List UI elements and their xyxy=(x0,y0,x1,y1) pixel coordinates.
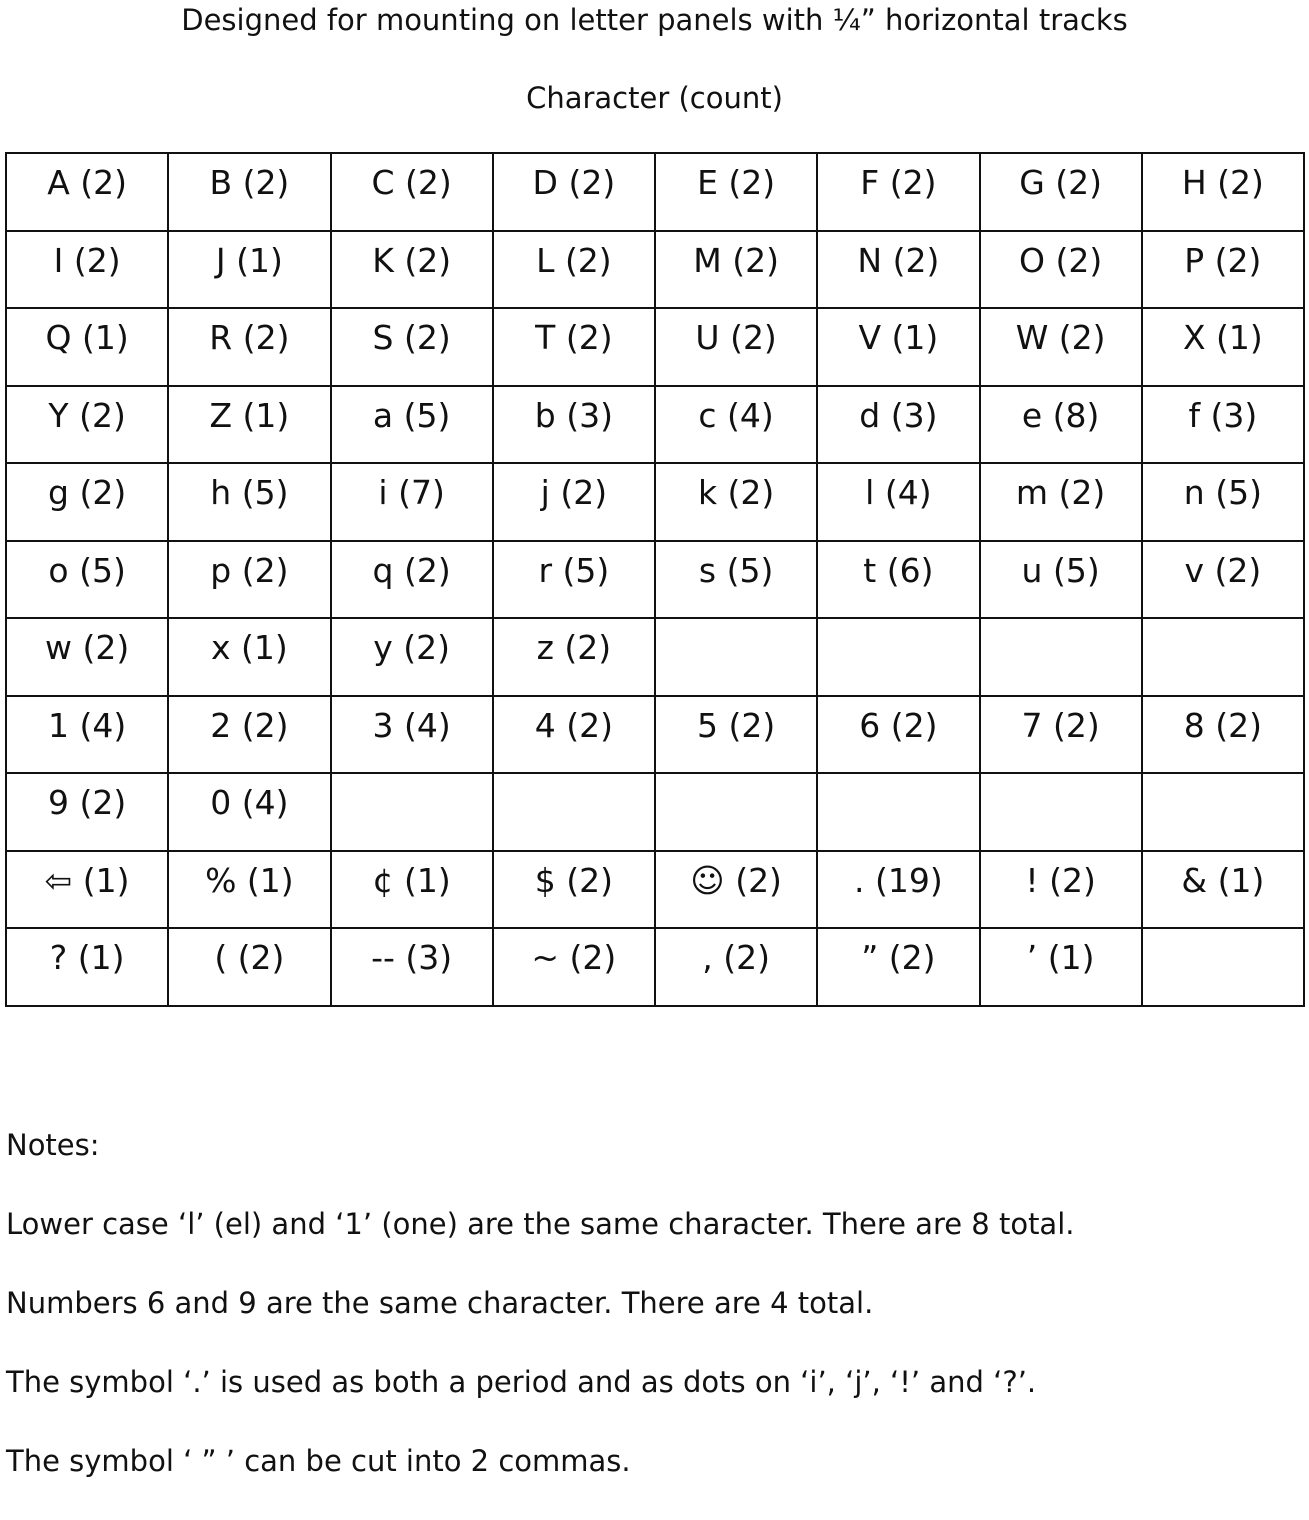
note-item: The symbol ‘ ” ’ can be cut into 2 commas. xyxy=(6,1444,631,1478)
character-cell: s (5) xyxy=(655,541,817,619)
note-item: The symbol ‘.’ is used as both a period and as dots on ‘i’, ‘j’, ‘!’ and ‘?’. xyxy=(6,1365,1037,1399)
character-cell: x (1) xyxy=(168,618,330,696)
character-cell: Y (2) xyxy=(6,386,168,464)
character-cell: G (2) xyxy=(980,153,1142,231)
character-cell: 0 (4) xyxy=(168,773,330,851)
table-caption: Character (count) xyxy=(526,81,783,115)
table-row xyxy=(6,696,1304,774)
character-cell: h (5) xyxy=(168,463,330,541)
character-cell: V (1) xyxy=(817,308,979,386)
notes-heading: Notes: xyxy=(6,1128,100,1162)
character-cell: J (1) xyxy=(168,231,330,309)
character-cell: T (2) xyxy=(493,308,655,386)
character-cell: I (2) xyxy=(6,231,168,309)
character-cell: H (2) xyxy=(1142,153,1304,231)
character-cell: m (2) xyxy=(980,463,1142,541)
character-cell: B (2) xyxy=(168,153,330,231)
character-cell: N (2) xyxy=(817,231,979,309)
empty-cell xyxy=(1142,773,1304,851)
character-cell: U (2) xyxy=(655,308,817,386)
character-cell: b (3) xyxy=(493,386,655,464)
character-cell: C (2) xyxy=(331,153,493,231)
character-cell: W (2) xyxy=(980,308,1142,386)
character-table-body xyxy=(6,153,1304,1006)
character-cell: z (2) xyxy=(493,618,655,696)
character-cell: 3 (4) xyxy=(331,696,493,774)
empty-cell xyxy=(817,773,979,851)
character-cell: ! (2) xyxy=(980,851,1142,929)
empty-cell xyxy=(980,618,1142,696)
character-cell: X (1) xyxy=(1142,308,1304,386)
character-cell: 5 (2) xyxy=(655,696,817,774)
table-row xyxy=(6,773,1304,851)
character-cell: 7 (2) xyxy=(980,696,1142,774)
character-cell: d (3) xyxy=(817,386,979,464)
character-cell: n (5) xyxy=(1142,463,1304,541)
character-cell: u (5) xyxy=(980,541,1142,619)
character-cell: ☺ (2) xyxy=(655,851,817,929)
character-cell: L (2) xyxy=(493,231,655,309)
character-cell: r (5) xyxy=(493,541,655,619)
character-cell: y (2) xyxy=(331,618,493,696)
table-row xyxy=(6,386,1304,464)
character-cell: g (2) xyxy=(6,463,168,541)
character-cell: ¢ (1) xyxy=(331,851,493,929)
character-cell: 9 (2) xyxy=(6,773,168,851)
empty-cell xyxy=(817,618,979,696)
table-row xyxy=(6,618,1304,696)
character-cell: $ (2) xyxy=(493,851,655,929)
table-row xyxy=(6,541,1304,619)
table-row xyxy=(6,231,1304,309)
character-cell: 4 (2) xyxy=(493,696,655,774)
note-item: Lower case ‘l’ (el) and ‘1’ (one) are the same character. There are 8 total. xyxy=(6,1207,1075,1241)
table-row xyxy=(6,153,1304,231)
character-cell: 8 (2) xyxy=(1142,696,1304,774)
character-cell: % (1) xyxy=(168,851,330,929)
character-cell: t (6) xyxy=(817,541,979,619)
character-cell: k (2) xyxy=(655,463,817,541)
character-cell: j (2) xyxy=(493,463,655,541)
character-cell: e (8) xyxy=(980,386,1142,464)
character-cell: . (19) xyxy=(817,851,979,929)
character-cell: 6 (2) xyxy=(817,696,979,774)
empty-cell xyxy=(331,773,493,851)
table-row xyxy=(6,463,1304,541)
table-row xyxy=(6,851,1304,929)
notes-section xyxy=(6,1125,1296,1520)
empty-cell xyxy=(1142,618,1304,696)
note-item: Numbers 6 and 9 are the same character. There are 4 total. xyxy=(6,1286,874,1320)
character-cell: F (2) xyxy=(817,153,979,231)
character-cell: i (7) xyxy=(331,463,493,541)
empty-cell xyxy=(980,773,1142,851)
character-cell: q (2) xyxy=(331,541,493,619)
character-cell: Z (1) xyxy=(168,386,330,464)
character-cell: c (4) xyxy=(655,386,817,464)
character-cell: D (2) xyxy=(493,153,655,231)
character-count-table xyxy=(5,152,1305,1007)
character-cell: R (2) xyxy=(168,308,330,386)
character-cell: v (2) xyxy=(1142,541,1304,619)
character-cell: P (2) xyxy=(1142,231,1304,309)
character-cell: -- (3) xyxy=(331,928,493,1006)
character-cell: K (2) xyxy=(331,231,493,309)
character-cell: 1 (4) xyxy=(6,696,168,774)
character-cell: ” (2) xyxy=(817,928,979,1006)
empty-cell xyxy=(493,773,655,851)
table-row xyxy=(6,928,1304,1006)
character-cell: 2 (2) xyxy=(168,696,330,774)
character-cell: M (2) xyxy=(655,231,817,309)
page-title: Designed for mounting on letter panels with ¼” horizontal tracks xyxy=(181,3,1128,37)
character-cell: ’ (1) xyxy=(980,928,1142,1006)
character-cell: O (2) xyxy=(980,231,1142,309)
character-cell: S (2) xyxy=(331,308,493,386)
empty-cell xyxy=(655,773,817,851)
character-cell: E (2) xyxy=(655,153,817,231)
character-cell: a (5) xyxy=(331,386,493,464)
character-cell: l (4) xyxy=(817,463,979,541)
character-cell: & (1) xyxy=(1142,851,1304,929)
character-cell: , (2) xyxy=(655,928,817,1006)
character-cell: w (2) xyxy=(6,618,168,696)
character-cell: p (2) xyxy=(168,541,330,619)
character-cell: ⇦ (1) xyxy=(6,851,168,929)
empty-cell xyxy=(655,618,817,696)
character-cell: ? (1) xyxy=(6,928,168,1006)
character-cell: ( (2) xyxy=(168,928,330,1006)
character-cell: o (5) xyxy=(6,541,168,619)
character-cell: f (3) xyxy=(1142,386,1304,464)
table-row xyxy=(6,308,1304,386)
character-cell: A (2) xyxy=(6,153,168,231)
empty-cell xyxy=(1142,928,1304,1006)
character-cell: Q (1) xyxy=(6,308,168,386)
character-cell: ~ (2) xyxy=(493,928,655,1006)
